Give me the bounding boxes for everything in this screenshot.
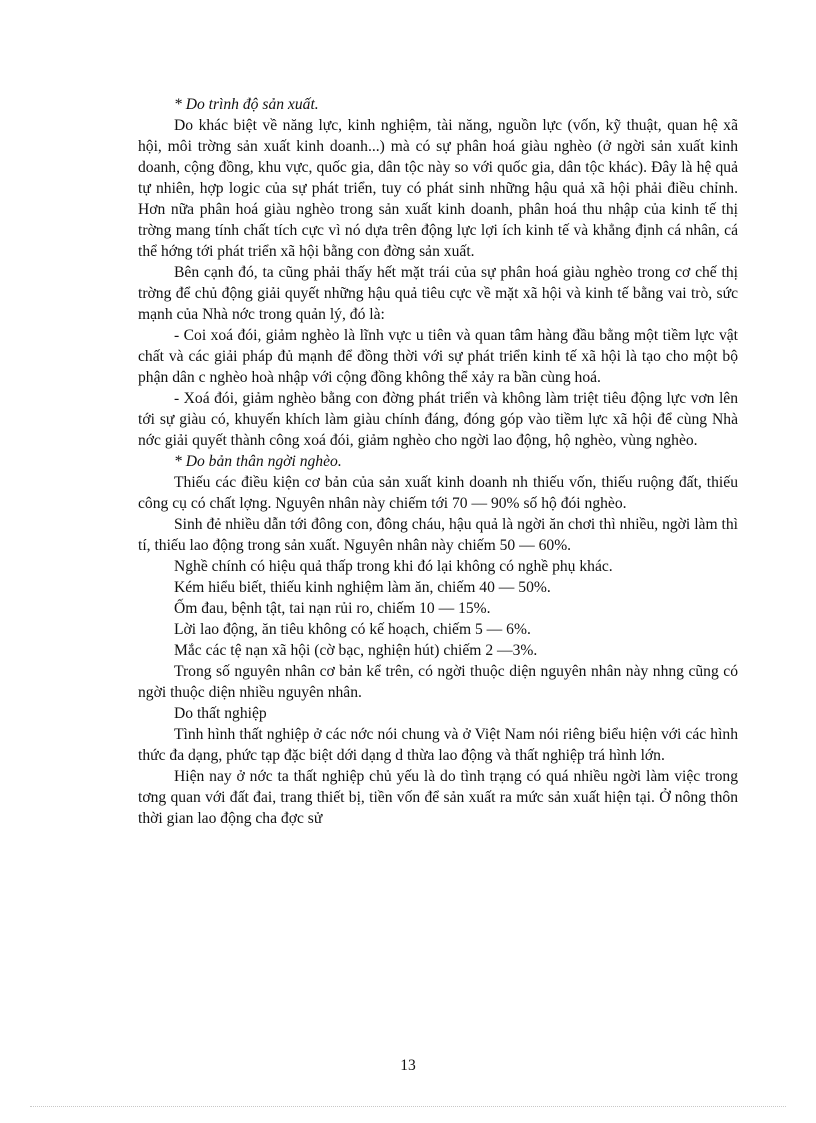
- paragraph: Mắc các tệ nạn xã hội (cờ bạc, nghiện hút) chiếm 2 —3%.: [174, 642, 538, 659]
- paragraph: Do thất nghiệp: [174, 705, 267, 722]
- paragraph: - Xoá đói, giảm nghèo bằng con đờng phát triển và không làm triệt tiêu động lực vơn lên tới sự giàu có, khuyến khích làm giàu chính đáng, đóng góp vào tiềm lực xã hội để cùng Nhà nớc giải quyết thành công xoá đói, giảm nghèo cho ngời lao động, hộ nghèo, vùng nghèo.: [138, 390, 738, 449]
- paragraph: Hiện nay ở nớc ta thất nghiệp chủ yếu là do tình trạng có quá nhiều ngời làm việc trong tơng quan với đất đai, trang thiết bị, tiền vốn để sản xuất ra mức sản xuất hiện tại. Ở nông thôn thời gian lao động cha đợc sử: [138, 768, 738, 827]
- page-number: 13: [400, 1057, 416, 1074]
- paragraph: Trong số nguyên nhân cơ bản kể trên, có ngời thuộc diện nguyên nhân này nhng cũng có ngời thuộc diện nhiều nguyên nhân.: [138, 663, 738, 701]
- paragraph: Kém hiểu biết, thiếu kinh nghiệm làm ăn, chiếm 40 — 50%.: [174, 579, 551, 596]
- paragraph: Ốm đau, bệnh tật, tai nạn rủi ro, chiếm 10 — 15%.: [174, 600, 491, 617]
- paragraph: Do khác biệt về năng lực, kinh nghiệm, tài năng, nguồn lực (vốn, kỹ thuật, quan hệ xã hội, môi trờng sản xuất kinh doanh...) mà có sự phân hoá giàu nghèo (ở ngời sản xuất kinh doanh, cộng đồng, khu vực, quốc gia, dân tộc này so với quốc gia, dân tộc khác). Đây là hệ quả tự nhiên, hợp logic của sự phát triển, tuy có phát sinh những hậu quả xã hội phải điều chỉnh. Hơn nữa phân hoá giàu nghèo trong sản xuất kinh doanh, phân hoá thu nhập của kinh tế thị trờng mang tính chất tích cực vì nó dựa trên động lực lợi ích kinh tế và khẳng định cá nhân, cá thể hớng tới phát triển xã hội bằng con đờng sản xuất.: [138, 117, 738, 260]
- paragraph: Nghề chính có hiệu quả thấp trong khi đó lại không có nghề phụ khác.: [174, 558, 613, 575]
- document-body: [138, 94, 738, 829]
- paragraph: Lời lao động, ăn tiêu không có kế hoạch, chiếm 5 — 6%.: [174, 621, 531, 638]
- paragraph: Thiếu các điều kiện cơ bản của sản xuất kinh doanh nh thiếu vốn, thiếu ruộng đất, thiếu công cụ có chất lợng. Nguyên nhân này chiếm tới 70 — 90% số hộ đói nghèo.: [138, 474, 738, 512]
- page-divider: [30, 1106, 786, 1107]
- paragraph: Bên cạnh đó, ta cũng phải thấy hết mặt trái của sự phân hoá giàu nghèo trong cơ chế thị trờng để chủ động giải quyết những hậu quả tiêu cực về mặt xã hội và kinh tế bằng vai trò, sức mạnh của Nhà nớc trong quản lý, đó là:: [138, 264, 738, 323]
- section-heading: * Do trình độ sản xuất.: [174, 96, 319, 113]
- paragraph: - Coi xoá đói, giảm nghèo là lĩnh vực u tiên và quan tâm hàng đầu bằng một tiềm lực vật chất và các giải pháp đủ mạnh để đồng thời với sự phát triển kinh tế xã hội là tạo cho một bộ phận dân c nghèo hoà nhập với cộng đồng không thể xảy ra bần cùng hoá.: [138, 327, 738, 386]
- paragraph: Tình hình thất nghiệp ở các nớc nói chung và ở Việt Nam nói riêng biểu hiện với các hình thức đa dạng, phức tạp đặc biệt dới dạng d thừa lao động và thất nghiệp trá hình lớn.: [138, 726, 738, 764]
- paragraph: Sinh đẻ nhiều dẫn tới đông con, đông cháu, hậu quả là ngời ăn chơi thì nhiều, ngời làm thì tí, thiếu lao động trong sản xuất. Nguyên nhân này chiếm 50 — 60%.: [138, 516, 738, 554]
- section-heading: * Do bản thân ngời nghèo.: [174, 453, 342, 470]
